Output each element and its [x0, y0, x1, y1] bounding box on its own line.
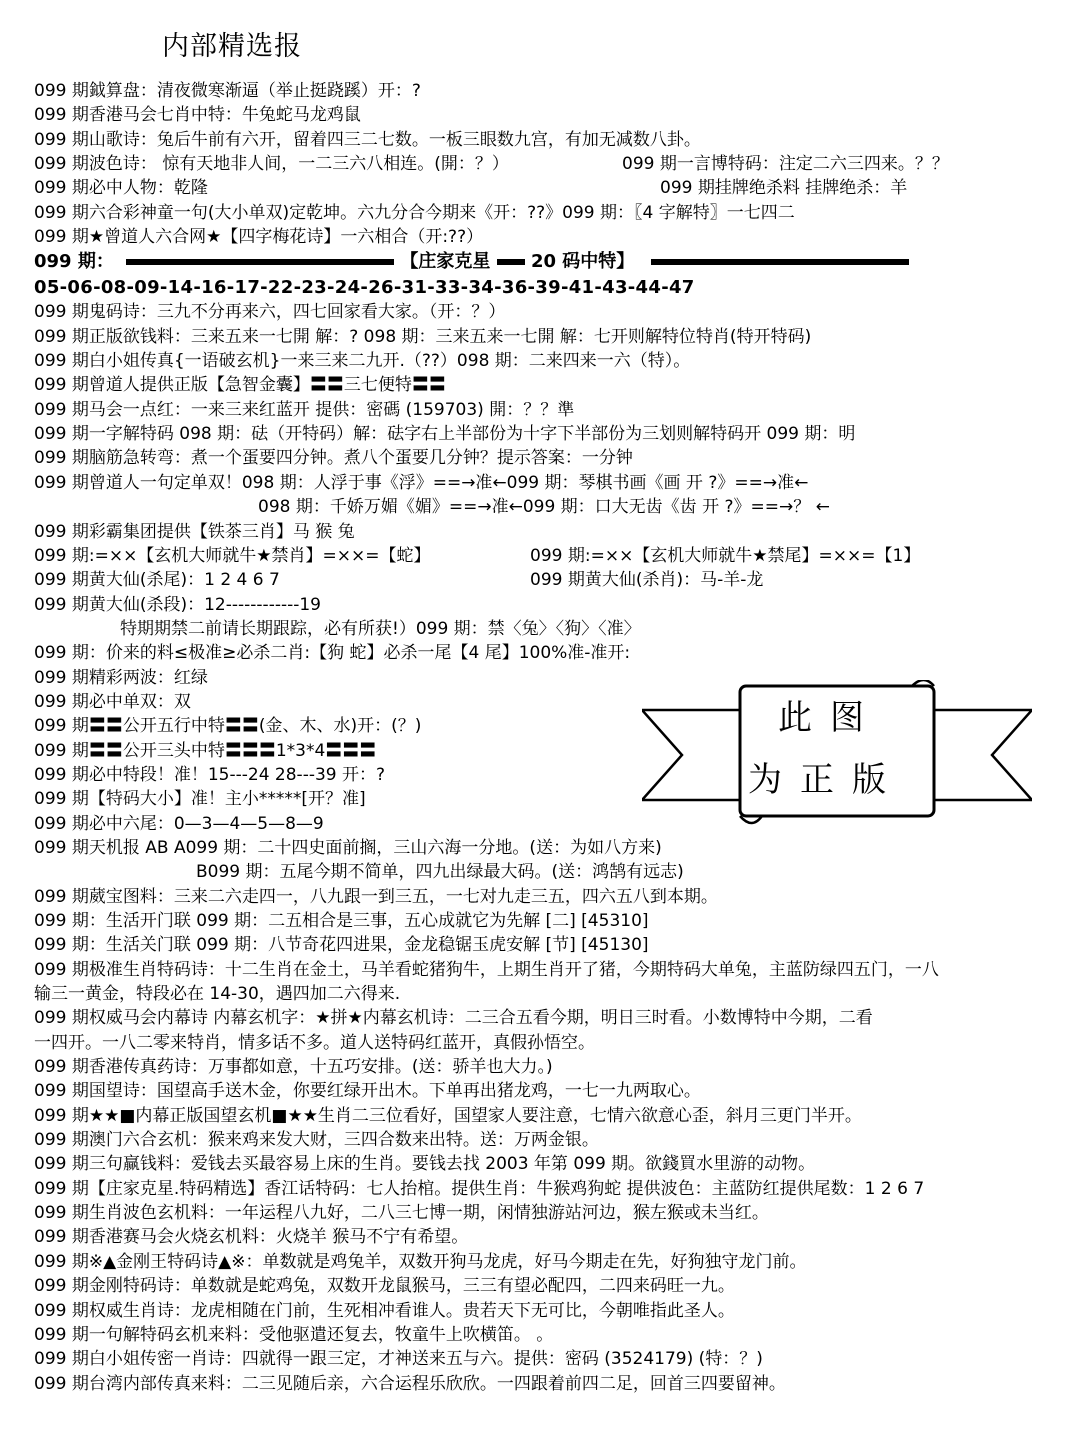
- text-line: 099 期澳门六合玄机：猴来鸡来发大财，三四合数来出特。送：万两金银。: [34, 1130, 599, 1151]
- text-line: 099 期金刚特码诗：单数就是蛇鸡兔，双数开龙鼠猴马，三三有望必配四，二四来码旺一九。: [34, 1276, 735, 1297]
- text-line: 099 期曾道人提供正版【急智金囊】〓〓三七便特〓〓: [34, 375, 446, 396]
- text-line: 099 期黄大仙(杀段)：12------------19: [34, 594, 321, 615]
- banner-line: 099 期： 【庄家克星 20 码中特】: [34, 249, 1064, 275]
- text-line: 099 期鉞算盘：清夜微寒渐逼（举止挺跷蹊）开：?: [34, 81, 421, 101]
- text-line: 099 期极准生肖特码诗：十二生肖在金土，马羊看蛇猪狗牛，上期生肖开了猪，今期特码大单兔，主蓝防绿四五门，一八: [34, 959, 939, 980]
- text-line: 一四开。一八二零来特肖，情多话不多。道人送特码红蓝开，真假孙悟空。: [34, 1032, 595, 1053]
- text-line: 099 期【庄家克星.特码精选】香江话特码：七人抬棺。提供生肖：牛猴鸡狗蛇 提供波色：主蓝防红提供尾数：1 2 6 7: [34, 1178, 925, 1199]
- text-line: 099 期〓〓公开五行中特〓〓(金、木、水)开：(？): [34, 716, 422, 737]
- text-line: 099 期〓〓公开三头中特〓〓〓1*3*4〓〓〓: [34, 740, 377, 761]
- decorative-bar: [126, 259, 394, 265]
- text-line: 099 期：生活开门联 099 期：二五相合是三事，五心成就它为先解 [二] [45310]: [34, 911, 649, 931]
- text-line: 099 期天机报 AB A099 期：二十四史面前搁，三山六海一分地。(送：为如八方来): [34, 837, 662, 858]
- text-line: 099 期葳宝图料：三来二六走四一，八九跟一到三五，一七对九走三五，四六五八到本期。: [34, 886, 718, 907]
- text-line: 099 期山歌诗：兔后牛前有六开，留着四三二七数。一板三眼数九宫，有加无减数八卦。: [34, 129, 701, 150]
- text-line: 099 期国望诗：国望高手送木金，你要红绿开出木。下单再出猪龙鸡，一七一九两取心。: [34, 1081, 701, 1102]
- text-line: 099 期必中单双：双: [34, 691, 191, 712]
- text-line-right: 099 期挂牌绝杀料 挂牌绝杀：羊: [660, 178, 908, 199]
- text-line: 099 期台湾内部传真来料：二三见随后亲，六合运程乐欣欣。一四跟着前四二足，回首三四要留神。: [34, 1373, 786, 1394]
- text-line: 099 期正版欲钱料：三来五来一七開 解：? 098 期：三来五来一七開 解：七开则解特位特肖(特开特码): [34, 326, 812, 347]
- text-line: 099 期必中人物：乾隆 099 期挂牌绝杀料 挂牌绝杀：羊: [34, 176, 1064, 200]
- text-line: 099 期【特码大小】准！主小*****[开？准]: [34, 789, 366, 810]
- text-line: 099 期六合彩神童一句(大小单双)定乾坤。六九分合今期来《开：??》099 期：〖4 字解特〗一七四二: [34, 202, 795, 223]
- text-line: 099 期香港赛马会火烧玄机料：火烧羊 猴马不宁有希望。: [34, 1227, 469, 1248]
- text-line: 099 期马会一点红：一来三来红蓝开 提供：密碼 (159703) 開：？？準: [34, 399, 575, 420]
- text-line: 099 期白小姐传真{一语破玄机}一来三来二九开.（??）098 期：二来四来一六（特）。: [34, 351, 691, 372]
- text-line: 099 期曾道人一句定单双！098 期：人浮于事《浮》==→准←099 期：琴棋书画《画 开 ?》==→准←: [34, 472, 809, 493]
- text-line: 099 期必中六尾：0—3—4—5—8—9: [34, 813, 324, 834]
- text-line: 099 期波色诗： 惊有天地非人间，一二三六八相连。(開：？） 099 期一言博特码：注定二六三四来。？？: [34, 152, 1064, 176]
- page-title: 内部精选报: [162, 31, 302, 62]
- text-line: 099 期★★■内幕正版国望玄机■★★生肖二三位看好，国望家人要注意，七情六欲意心歪，斜月三更门半开。: [34, 1105, 862, 1126]
- text-line: 099 期权威马会内幕诗 内幕玄机字：★拼★内幕玄机诗：二三合五看今期，明日三时看。小数博特中今期，二看: [34, 1008, 873, 1029]
- text-line: B099 期：五尾今期不简单，四九出绿最大码。(送：鸿鹄有远志): [196, 862, 684, 883]
- text-line: 099 期白小姐传密一肖诗：四就得一跟三定，才神送来五与六。提供：密码 (3524179) (特：？): [34, 1349, 763, 1370]
- text-line-right: 099 期黄大仙(杀肖)：马-羊-龙: [530, 570, 764, 591]
- text-line: 099 期黄大仙(杀尾)：1 2 4 6 7 099 期黄大仙(杀肖)：马-羊-龙: [34, 568, 1064, 592]
- text-line: 特期期禁二前请长期跟踪，必有所获!）099 期：禁〈兔〉〈狗〉〈准〉: [120, 618, 641, 639]
- text-line: 输三一黄金，特段必在 14-30，遇四加二六得来.: [34, 984, 401, 1005]
- text-line: 099 期彩霸集团提供【铁茶三肖】马 猴 兔: [34, 521, 355, 542]
- text-line: 099 期一字解特码 098 期：砝（开特码）解：砝字右上半部份为十字下半部份为三划则解特码开 099 期：明: [34, 424, 856, 445]
- text-line-right: 099 期:=××【玄机大师就牛★禁尾】=××=【1】: [530, 545, 921, 566]
- text-line: 099 期鬼码诗：三九不分再来六，四七回家看大家。（开：？）: [34, 302, 506, 323]
- text-line: 099 期★曾道人六合网★【四字梅花诗】一六相合（开:??）: [34, 227, 484, 248]
- text-line: 099 期：生活关门联 099 期：八节奇花四进果，金龙稳锯玉虎安解 [节] [45130]: [34, 935, 649, 956]
- text-line: 099 期必中特段！准！15---24 28---39 开：?: [34, 764, 386, 785]
- decorative-bar: [651, 259, 909, 265]
- text-line: 099 期:=××【玄机大师就牛★禁肖】=××=【蛇】 099 期:=××【玄机大师就牛★禁尾】=××=【1】: [34, 544, 1064, 568]
- number-row: 05-06-08-09-14-16-17-22-23-24-26-31-33-34-36-39-41-43-44-47: [34, 277, 695, 299]
- text-line: 099 期：价来的料≤极准≥必杀二肖:【狗 蛇】必杀一尾【4 尾】100%准-准开:: [34, 643, 631, 664]
- stamp-line-1: 此图: [778, 698, 882, 738]
- text-line: 099 期香港马会七肖中特：牛兔蛇马龙鸡鼠: [34, 105, 361, 126]
- text-line: 099 期香港传真药诗：万事都如意，十五巧安排。(送：骄羊也大力。): [34, 1057, 553, 1078]
- text-line: 099 期精彩两波：红绿: [34, 667, 208, 688]
- text-line: 099 期生肖波色玄机料：一年运程八九好，二八三七博一期，闲情独游站河边，猴左猴或未当红。: [34, 1203, 769, 1224]
- stamp-line-2: 为正版: [748, 760, 904, 800]
- text-line: 099 期※▲金刚王特码诗▲※：单数就是鸡兔羊，双数开狗马龙虎，好马今期走在先，好狗独守龙门前。: [34, 1251, 807, 1272]
- decorative-bar: [497, 259, 525, 265]
- text-line: 099 期脑筋急转弯：煮一个蛋要四分钟。煮八个蛋要几分钟？提示答案：一分钟: [34, 448, 633, 469]
- text-line: 099 期三句赢钱料：爱钱去买最容易上床的生肖。要钱去找 2003 年第 099 期。欲錢買水里游的动物。: [34, 1154, 816, 1175]
- text-line: 099 期一句解特码玄机来料：受他驱遣还复去，牧童牛上吹横笛。 。: [34, 1324, 554, 1345]
- text-line-right: 099 期一言博特码：注定二六三四来。？？: [622, 154, 949, 175]
- text-line: 099 期权威生肖诗：龙虎相随在门前，生死相冲看谁人。贵若天下无可比，今朝唯指此圣人。: [34, 1300, 735, 1321]
- text-line: 098 期：千娇万媚《媚》==→准←099 期：口大无齿《齿 开 ?》==→？ ←: [258, 497, 830, 518]
